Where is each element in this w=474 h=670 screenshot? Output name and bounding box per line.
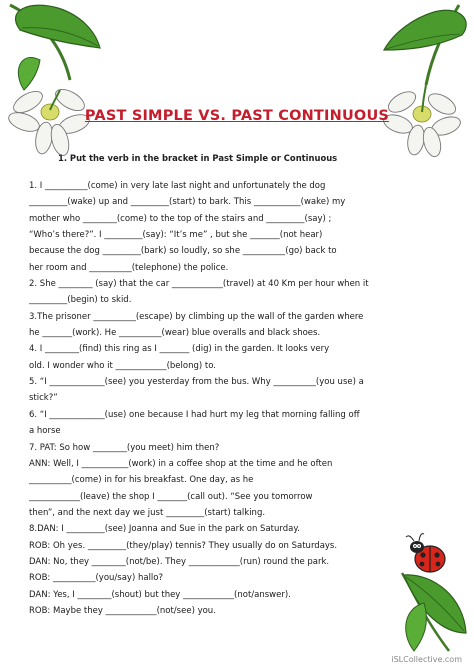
exercise-instruction: 1. Put the verb in the bracket in Past Simple or Continuous xyxy=(58,153,338,163)
exercise-line: ANN: Well, I ___________(work) in a coffee shop at the time and he often xyxy=(29,458,333,469)
exercise-line: ____________(leave) the shop I _______(call out). “See you tomorrow xyxy=(29,491,313,502)
exercise-line: 1. I __________(come) in very late last night and unfortunately the dog xyxy=(29,181,326,191)
exercise-line: 5. “I _____________(see) you yesterday from the bus. Why __________(you use) a xyxy=(29,377,364,388)
exercise-line: 6. “I _____________(use) one because I had hurt my leg that morning falling off xyxy=(29,409,360,420)
exercise-line: ROB: Oh yes. _________(they/play) tennis? They usually do on Saturdays. xyxy=(29,540,338,551)
exercise-line: 3.The prisoner __________(escape) by climbing up the wall of the garden where xyxy=(29,311,364,322)
exercise-line: ROB: __________(you/say) hallo? xyxy=(29,573,164,584)
flower-left-icon xyxy=(0,0,120,175)
exercise-line: DAN: Yes, I ________(shout) but they ____________(not/answer). xyxy=(29,589,291,600)
exercise-line: DAN: No, they ________(not/be). They ____________(run) round the park. xyxy=(29,556,330,567)
exercise-line: he _______(work). He __________(wear) blue overalls and black shoes. xyxy=(29,328,321,339)
exercise-line: 4. I ________(find) this ring as I _______ (dig) in the garden. It looks very xyxy=(29,344,330,355)
exercise-line: stick?” xyxy=(29,393,58,404)
exercise-line: then”, and the next day we just _________(start) talking. xyxy=(29,507,266,518)
exercise-line: ROB: Maybe they ____________(not/see) you. xyxy=(29,605,216,616)
exercise-body xyxy=(29,178,421,619)
exercise-line: her room and __________(telephone) the police. xyxy=(29,262,229,273)
exercise-line: 8.DAN: I _________(see) Joanna and Sue in the park on Saturday. xyxy=(29,524,300,535)
exercise-line: __________(come) in for his breakfast. One day, as he xyxy=(29,475,254,486)
ladybug-icon xyxy=(394,533,474,658)
exercise-line: mother who ________(come) to the top of the stairs and _________(say) ; xyxy=(29,213,332,224)
exercise-line: _________(wake) up and _________(start) to bark. This ___________(wake) my xyxy=(29,197,346,208)
site-watermark: iSLCollective.com xyxy=(391,655,462,664)
flower-right-icon xyxy=(364,0,474,175)
exercise-line: 7. PAT: So how ________(you meet) him then? xyxy=(29,442,220,453)
exercise-line: a horse xyxy=(29,426,61,437)
worksheet-title: PAST SIMPLE VS. PAST CONTINUOUS xyxy=(84,108,390,124)
exercise-line: old. I wonder who it ____________(belong) to. xyxy=(29,360,216,371)
exercise-line: _________(begin) to skid. xyxy=(29,295,132,306)
exercise-line: because the dog _________(bark) so loudly, so she __________(go) back to xyxy=(29,246,337,257)
exercise-line: “Who’s there?”. I _________(say): “It’s me” , but she _______(not hear) xyxy=(29,230,323,241)
exercise-line: 2. She ________ (say) that the car ____________(travel) at 40 Km per hour when it xyxy=(29,279,369,290)
